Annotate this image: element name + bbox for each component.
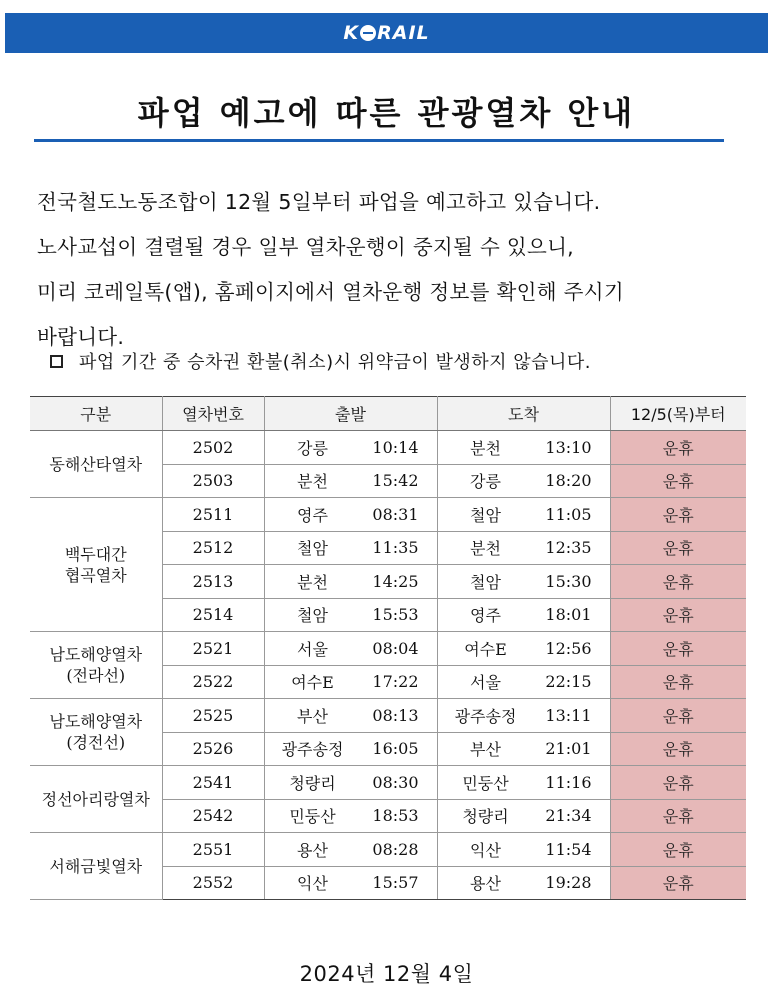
departure-station: 강릉	[297, 438, 328, 458]
status-cell: 운휴	[610, 833, 746, 867]
arrival-station: 부산	[470, 740, 501, 760]
departure-time: 10:14	[372, 437, 419, 457]
arrival-cell	[437, 665, 610, 699]
status-cell: 운휴	[610, 498, 746, 532]
departure-time: 08:28	[372, 839, 419, 859]
departure-station: 여수E	[291, 673, 334, 693]
train-category-cell	[30, 632, 162, 699]
departure-station: 민둥산	[289, 807, 336, 827]
departure-time: 08:04	[372, 638, 419, 658]
arrival-cell	[437, 498, 610, 532]
arrival-station: 서울	[470, 673, 501, 693]
departure-station: 광주송정	[281, 740, 344, 760]
refund-notice	[50, 348, 591, 374]
arrival-time: 11:16	[545, 772, 592, 792]
arrival-time: 21:01	[545, 739, 592, 759]
departure-cell	[264, 833, 437, 867]
train-number-cell: 2541	[162, 766, 264, 800]
arrival-cell	[437, 799, 610, 833]
arrival-cell	[437, 833, 610, 867]
arrival-cell	[437, 431, 610, 465]
status-cell: 운휴	[610, 632, 746, 666]
train-number-cell: 2526	[162, 732, 264, 766]
header-status: 12/5(목)부터	[610, 397, 746, 431]
status-cell: 운휴	[610, 766, 746, 800]
status-cell: 운휴	[610, 799, 746, 833]
departure-station: 익산	[297, 874, 328, 894]
status-cell: 운휴	[610, 464, 746, 498]
logo-letters-rail: RAIL	[377, 22, 430, 44]
arrival-station: 철암	[470, 505, 501, 525]
departure-station: 부산	[297, 706, 328, 726]
arrival-cell	[437, 732, 610, 766]
arrival-station: 강릉	[470, 472, 501, 492]
notice-date: 2024년 12월 4일	[299, 962, 474, 986]
arrival-time: 13:10	[545, 437, 592, 457]
table-row	[30, 632, 746, 666]
departure-cell	[264, 766, 437, 800]
departure-station: 청량리	[289, 773, 336, 793]
train-category-name: 정선아리랑열차	[41, 789, 150, 809]
arrival-time: 22:15	[545, 672, 592, 692]
status-cell: 운휴	[610, 565, 746, 599]
table-row	[30, 833, 746, 867]
table-row	[30, 699, 746, 733]
arrival-station: 영주	[470, 606, 501, 626]
departure-time: 15:57	[372, 873, 419, 893]
departure-cell	[264, 799, 437, 833]
korail-logo	[343, 22, 429, 44]
refund-notice-text: 파업 기간 중 승차권 환불(취소)시 위약금이 발생하지 않습니다.	[79, 352, 592, 373]
arrival-time: 12:56	[545, 638, 592, 658]
train-category-name: (경전선)	[66, 733, 126, 752]
arrival-cell	[437, 531, 610, 565]
arrival-cell	[437, 464, 610, 498]
table-row	[30, 766, 746, 800]
train-category-name: 백두대간	[64, 544, 127, 564]
arrival-time: 11:54	[545, 839, 592, 859]
schedule-body	[30, 431, 746, 900]
arrival-station: 용산	[470, 874, 501, 894]
departure-station: 용산	[297, 840, 328, 860]
arrival-cell	[437, 565, 610, 599]
logo-o-icon	[360, 25, 376, 41]
schedule-table	[30, 396, 746, 900]
status-cell: 운휴	[610, 866, 746, 900]
arrival-cell	[437, 766, 610, 800]
title-divider	[34, 139, 724, 142]
paragraph-line: 전국철도노동조합이 12월 5일부터 파업을 예고하고 있습니다.	[37, 190, 601, 214]
arrival-cell	[437, 632, 610, 666]
departure-cell	[264, 598, 437, 632]
arrival-time: 13:11	[545, 705, 592, 725]
departure-time: 15:53	[372, 605, 419, 625]
departure-time: 17:22	[372, 672, 419, 692]
departure-station: 철암	[297, 539, 328, 559]
departure-time: 08:30	[372, 772, 419, 792]
departure-station: 영주	[297, 505, 328, 525]
departure-cell	[264, 699, 437, 733]
train-category-cell	[30, 431, 162, 498]
status-cell: 운휴	[610, 531, 746, 565]
train-number-cell: 2511	[162, 498, 264, 532]
arrival-station: 철암	[470, 572, 501, 592]
arrival-cell	[437, 598, 610, 632]
departure-time: 08:13	[372, 705, 419, 725]
status-cell: 운휴	[610, 732, 746, 766]
departure-time: 15:42	[372, 471, 419, 491]
notice-paragraph	[37, 180, 747, 360]
header-bar	[5, 13, 768, 53]
departure-cell	[264, 665, 437, 699]
train-number-cell: 2513	[162, 565, 264, 599]
train-number-cell: 2502	[162, 431, 264, 465]
train-number-cell: 2551	[162, 833, 264, 867]
header-train-number: 열차번호	[162, 397, 264, 431]
train-number-cell: 2525	[162, 699, 264, 733]
arrival-station: 민둥산	[462, 773, 509, 793]
departure-cell	[264, 498, 437, 532]
arrival-station: 여수E	[464, 639, 507, 659]
train-number-cell: 2514	[162, 598, 264, 632]
train-number-cell: 2521	[162, 632, 264, 666]
header-category: 구분	[30, 397, 162, 431]
status-cell: 운휴	[610, 431, 746, 465]
arrival-time: 19:28	[545, 873, 592, 893]
train-category-cell	[30, 699, 162, 766]
departure-time: 08:31	[372, 504, 419, 524]
train-number-cell: 2542	[162, 799, 264, 833]
arrival-station: 익산	[470, 840, 501, 860]
train-category-name: (전라선)	[66, 666, 126, 685]
arrival-time: 18:01	[545, 605, 592, 625]
arrival-cell	[437, 866, 610, 900]
departure-cell	[264, 531, 437, 565]
train-number-cell: 2512	[162, 531, 264, 565]
arrival-station: 분천	[470, 539, 501, 559]
table-row	[30, 498, 746, 532]
status-cell: 운휴	[610, 665, 746, 699]
departure-cell	[264, 565, 437, 599]
paragraph-line: 노사교섭이 결렬될 경우 일부 열차운행이 중지될 수 있으니,	[37, 235, 575, 259]
header-departure: 출발	[264, 397, 437, 431]
departure-cell	[264, 632, 437, 666]
status-cell: 운휴	[610, 699, 746, 733]
header-arrival: 도착	[437, 397, 610, 431]
departure-station: 분천	[297, 472, 328, 492]
train-category-name: 남도해양열차	[49, 712, 143, 731]
arrival-time: 15:30	[545, 571, 592, 591]
departure-time: 14:25	[372, 571, 419, 591]
arrival-station: 청량리	[462, 807, 509, 827]
departure-station: 분천	[297, 572, 328, 592]
departure-cell	[264, 431, 437, 465]
paragraph-line: 미리 코레일톡(앱), 홈페이지에서 열차운행 정보를 확인해 주시기	[37, 280, 624, 304]
train-category-name: 동해산타열차	[49, 454, 143, 474]
status-cell: 운휴	[610, 598, 746, 632]
arrival-time: 11:05	[545, 504, 592, 524]
arrival-time: 12:35	[545, 538, 592, 558]
departure-station: 서울	[297, 639, 328, 659]
train-category-cell	[30, 833, 162, 900]
arrival-time: 18:20	[545, 471, 592, 491]
table-row	[30, 431, 746, 465]
departure-station: 철암	[297, 606, 328, 626]
page-title: 파업 예고에 따른 관광열차 안내	[137, 94, 636, 132]
train-number-cell: 2503	[162, 464, 264, 498]
arrival-station: 광주송정	[454, 706, 517, 726]
train-category-name: 서해금빛열차	[49, 856, 143, 876]
arrival-cell	[437, 699, 610, 733]
logo-letter-k: K	[343, 22, 360, 44]
checkbox-icon	[50, 355, 63, 368]
departure-time: 11:35	[372, 538, 419, 558]
train-category-cell	[30, 766, 162, 833]
departure-time: 18:53	[372, 806, 419, 826]
arrival-time: 21:34	[545, 806, 592, 826]
departure-cell	[264, 866, 437, 900]
train-category-name: 협곡열차	[64, 565, 127, 585]
train-number-cell: 2522	[162, 665, 264, 699]
train-category-cell	[30, 498, 162, 632]
train-category-name: 남도해양열차	[49, 645, 143, 664]
paragraph-line: 바랍니다.	[37, 325, 125, 349]
table-header-row	[30, 397, 746, 431]
departure-cell	[264, 732, 437, 766]
departure-time: 16:05	[372, 739, 419, 759]
departure-cell	[264, 464, 437, 498]
train-number-cell: 2552	[162, 866, 264, 900]
arrival-station: 분천	[470, 438, 501, 458]
